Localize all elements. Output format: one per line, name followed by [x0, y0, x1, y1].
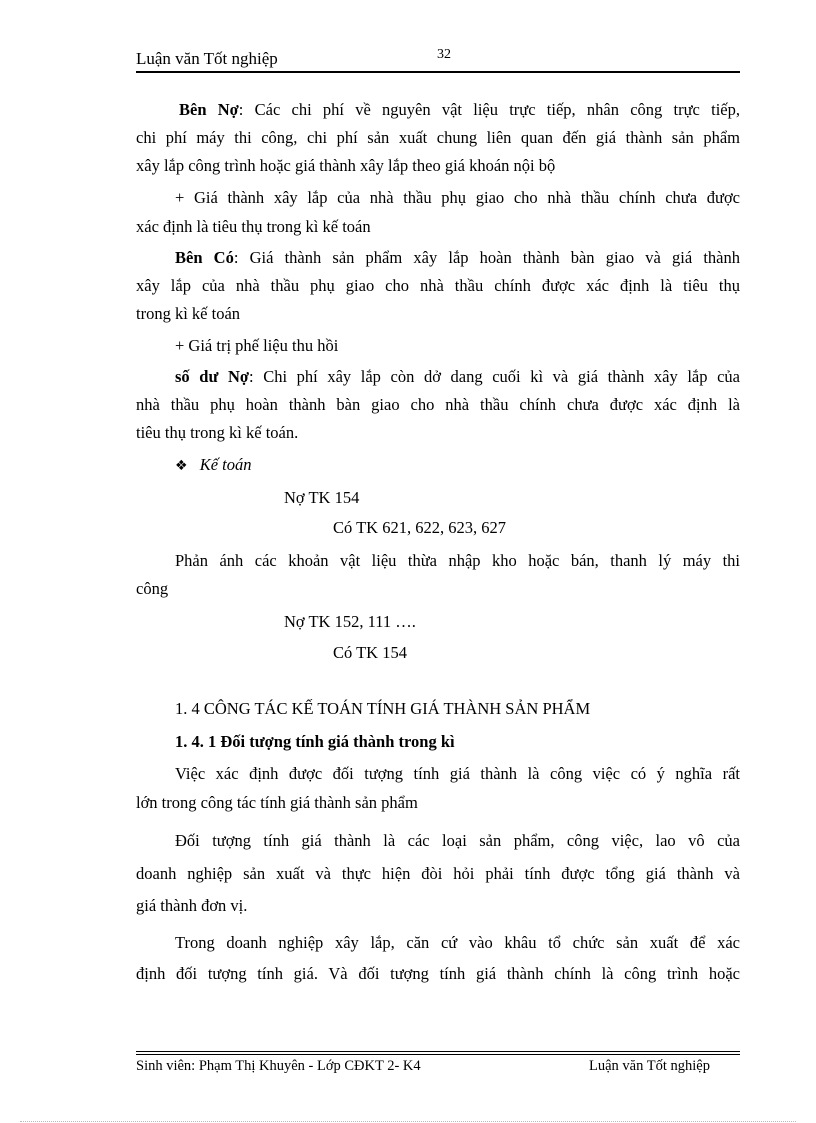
bullet-text: Kế toán — [199, 455, 252, 474]
para1-line2: lớn trong công tác tính giá thành sản phẩm — [136, 793, 418, 812]
footer-rule-top — [136, 1051, 740, 1052]
body-line-10 — [175, 366, 740, 388]
entry2-debit: Nợ TK 152, 111 …. — [284, 612, 416, 631]
entry1-debit: Nợ TK 154 — [284, 488, 360, 507]
footer-student: Sinh viên: Phạm Thị Khuyên - Lớp CĐKT 2- K4 — [136, 1058, 421, 1074]
body-line-6-text: : Giá thành sản phẩm xây lắp hoàn thành bàn giao và giá thành — [233, 248, 740, 267]
para2-line3: giá thành đơn vị. — [136, 896, 248, 915]
entry1-credit: Có TK 621, 622, 623, 627 — [333, 518, 506, 537]
para2-line1: Đối tượng tính giá thành là các loại sản phẩm, công việc, lao vô của — [175, 831, 740, 850]
page-number: 32 — [437, 47, 451, 62]
bullet-item — [175, 454, 251, 477]
page-edge-dots — [20, 1121, 796, 1122]
debit-side-label: Bên Nợ — [179, 100, 239, 119]
diamond-bullet-icon: ❖ — [175, 458, 188, 474]
para2-line2: doanh nghiệp sản xuất và thực hiện đòi hỏi phải tính được tổng giá thành và — [136, 864, 740, 883]
body-line-5: xác định là tiêu thụ trong kì kế toán — [136, 217, 371, 236]
body-line-1 — [179, 99, 740, 121]
subsection-heading: 1. 4. 1 Đối tượng tính giá thành trong kì — [175, 732, 455, 751]
para3-line2: định đối tượng tính giá. Và đối tượng tính giá thành chính là công trình hoặc — [136, 964, 740, 983]
body-line-14: công — [136, 579, 169, 598]
section-heading: 1. 4 CÔNG TÁC KẾ TOÁN TÍNH GIÁ THÀNH SẢN PHẨM — [175, 699, 591, 718]
body-line-4: + Giá thành xây lắp của nhà thầu phụ giao cho nhà thầu chính chưa được — [175, 188, 740, 207]
body-line-7: xây lắp của nhà thầu phụ giao cho nhà thầu chính được xác định là tiêu thụ — [136, 276, 740, 295]
body-line-12: tiêu thụ trong kì kế toán. — [136, 423, 299, 442]
header-rule — [136, 71, 740, 73]
body-line-1-text: : Các chi phí về nguyên vật liệu trực tiếp, nhân công trực tiếp, — [238, 100, 740, 119]
entry2-credit: Có TK 154 — [333, 643, 407, 662]
body-line-2: chi phí máy thi công, chi phí sản xuất chung liên quan đến giá thành sản phẩm — [136, 128, 740, 147]
credit-side-label: Bên Có — [175, 248, 234, 267]
header-title: Luận văn Tốt nghiệp — [136, 49, 278, 68]
body-line-11: nhà thầu phụ hoàn thành bàn giao cho nhà thầu chính chưa được xác định là — [136, 395, 740, 414]
body-line-3: xây lắp công trình hoặc giá thành xây lắp theo giá khoán nội bộ — [136, 156, 556, 175]
footer-rule-bottom — [136, 1054, 740, 1055]
body-line-8: trong kì kế toán — [136, 304, 241, 323]
balance-label: số dư Nợ — [175, 367, 250, 386]
para1-line1: Việc xác định được đối tượng tính giá thành là công việc có ý nghĩa rất — [175, 764, 740, 783]
body-line-10-text: : Chi phí xây lắp còn dở dang cuối kì và giá thành xây lắp của — [249, 367, 740, 386]
para3-line1: Trong doanh nghiệp xây lắp, căn cứ vào khâu tổ chức sản xuất để xác — [175, 933, 740, 952]
footer-title: Luận văn Tốt nghiệp — [589, 1058, 710, 1074]
body-line-13: Phản ánh các khoản vật liệu thừa nhập kho hoặc bán, thanh lý máy thi — [175, 551, 740, 570]
body-line-9: + Giá trị phế liệu thu hồi — [175, 336, 339, 355]
body-line-6 — [175, 247, 740, 269]
